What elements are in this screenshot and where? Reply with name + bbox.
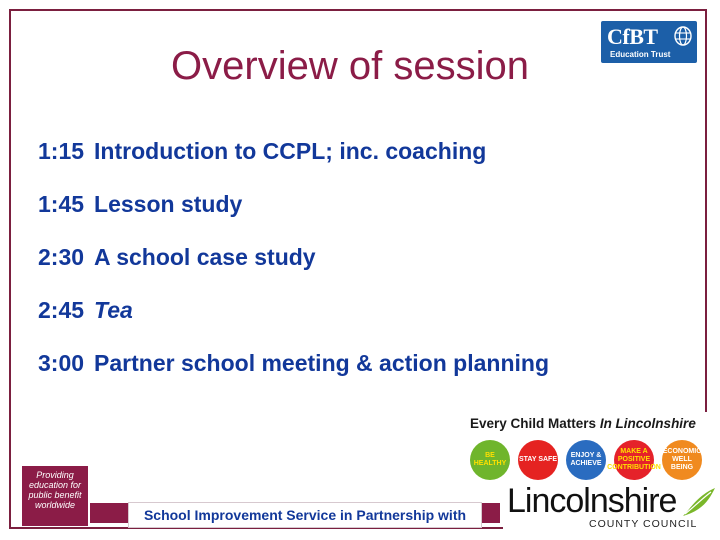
agenda-item-time: 1:15 [38, 138, 85, 164]
ecm-title-region: In Lincolnshire [599, 416, 696, 431]
partnership-banner: School Improvement Service in Partnership with [128, 502, 482, 528]
enjoy-achieve-badge: ENJOY & ACHIEVE [566, 440, 606, 480]
agenda-item [38, 350, 549, 403]
agenda-item-text: Tea [94, 297, 133, 323]
agenda-item [38, 244, 549, 297]
agenda-item-time: 2:30 [38, 244, 85, 270]
agenda-item-time: 3:00 [38, 350, 85, 376]
agenda-item-text: Introduction to CCPL; inc. coaching [94, 138, 487, 164]
every-child-matters-logo [460, 412, 720, 490]
lincolnshire-name: Lincolnshire [507, 482, 677, 520]
agenda-item [38, 138, 549, 191]
agenda-item [38, 297, 549, 350]
ecm-title [470, 416, 696, 431]
agenda-item-text: A school case study [94, 244, 316, 270]
be-healthy-badge: BE HEALTHY [470, 440, 510, 480]
agenda-item-time: 2:45 [38, 297, 85, 323]
lincolnshire-logo [503, 484, 718, 534]
cfbt-logo-text: CfBT [607, 24, 658, 49]
providing-education-badge: Providing education for public benefit worldwide [22, 466, 88, 526]
county-council-text: COUNTY COUNCIL [589, 518, 698, 530]
economic-wellbeing-badge: ECONOMIC WELL BEING [662, 440, 702, 480]
cfbt-logo-subtext: Education Trust [610, 50, 671, 59]
agenda-item-text: Lesson study [94, 191, 243, 217]
agenda-item-time: 1:45 [38, 191, 85, 217]
ecm-title-main: Every Child Matters [470, 416, 597, 431]
positive-contribution-badge: MAKE A POSITIVE CONTRIBUTION [614, 440, 654, 480]
leaf-icon [681, 486, 717, 518]
agenda-item [38, 191, 549, 244]
agenda-list [38, 138, 549, 403]
slide-title: Overview of session [171, 44, 529, 88]
agenda-item-text: Partner school meeting & action planning [94, 350, 549, 376]
stay-safe-badge: STAY SAFE [518, 440, 558, 480]
